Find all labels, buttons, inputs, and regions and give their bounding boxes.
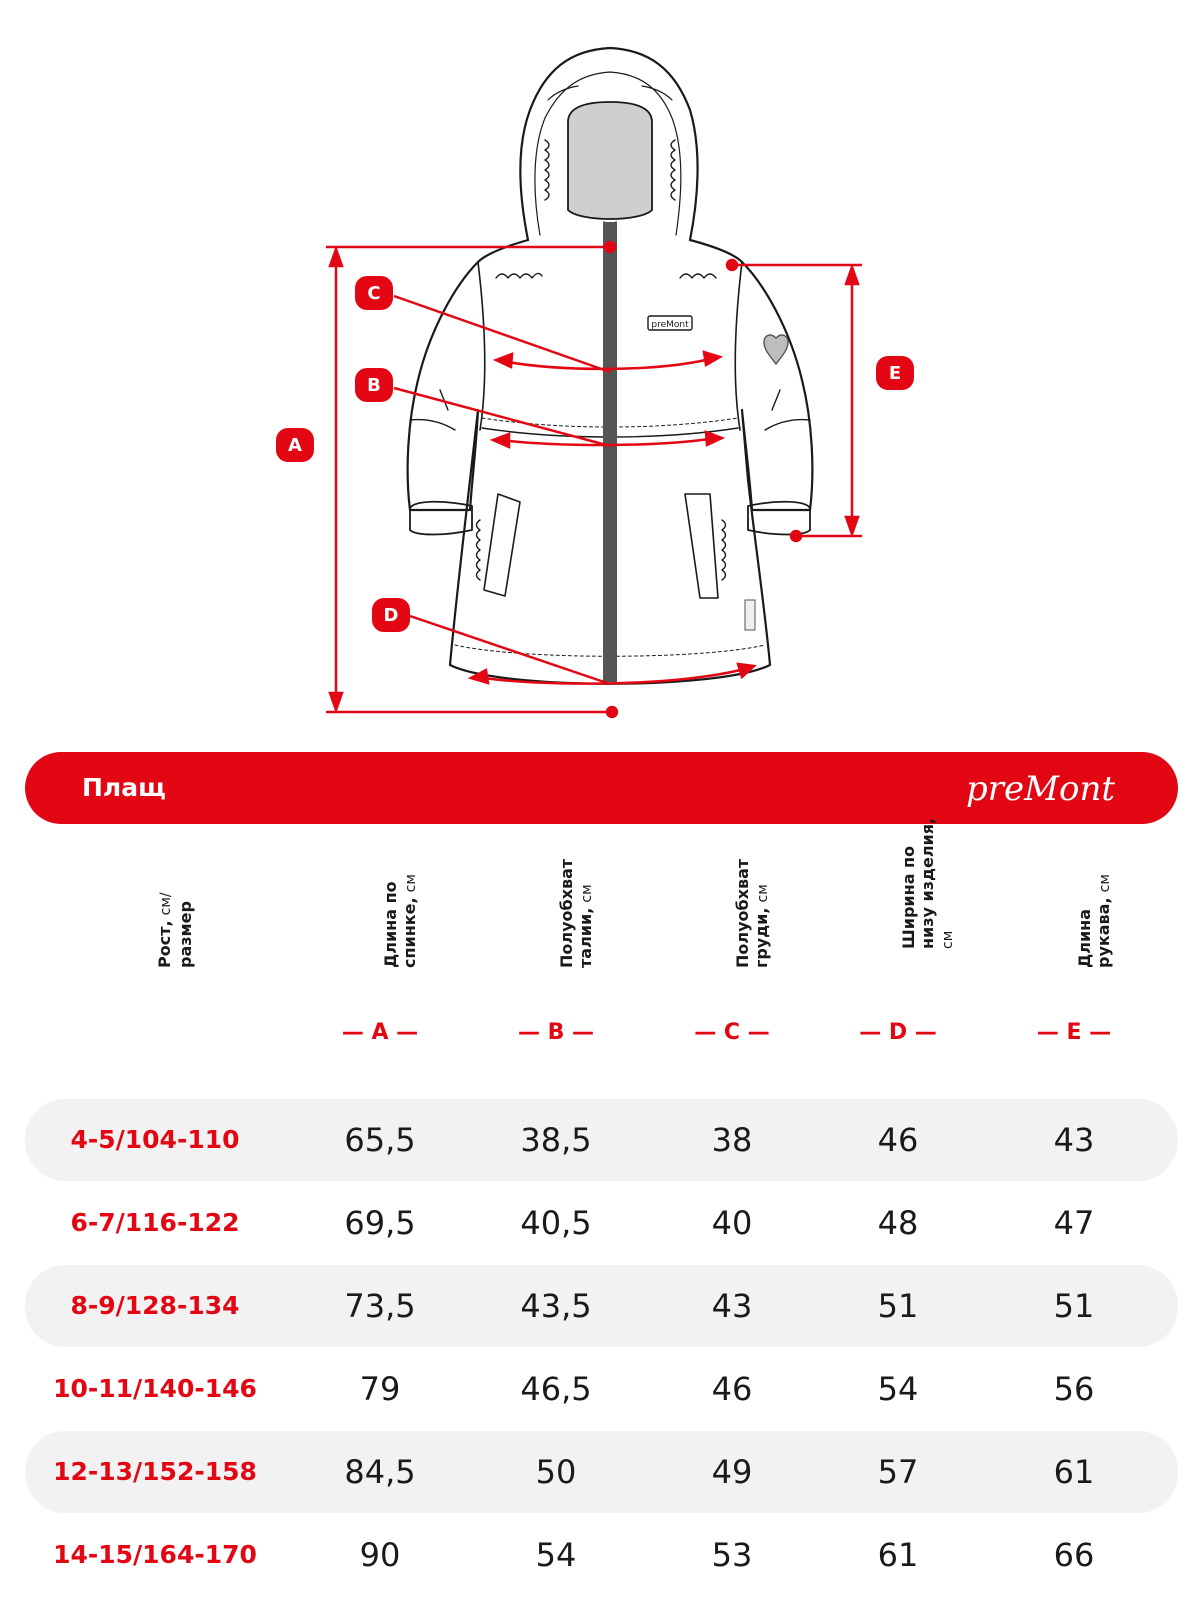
hood-lining xyxy=(568,102,652,219)
value-d: 54 xyxy=(877,1370,919,1408)
label-b: B xyxy=(367,375,381,396)
value-a: 90 xyxy=(359,1536,401,1574)
value-d: 51 xyxy=(877,1287,919,1325)
table-row xyxy=(25,1182,1178,1264)
value-a: 69,5 xyxy=(344,1204,416,1242)
table-row xyxy=(25,1265,1178,1347)
right-cuff xyxy=(748,502,810,535)
value-d: 46 xyxy=(877,1121,919,1159)
header-letter-c: — C — xyxy=(694,1020,770,1045)
header-chest: Полуобхват груди, см xyxy=(733,858,771,968)
value-e: 47 xyxy=(1053,1204,1095,1242)
value-c: 49 xyxy=(711,1453,753,1491)
value-c: 40 xyxy=(711,1204,753,1242)
size-cell: 4-5/104-110 xyxy=(70,1125,240,1154)
product-banner xyxy=(25,752,1178,824)
svg-text:preMont: preMont xyxy=(966,769,1115,809)
header-letter-b: — B — xyxy=(517,1020,595,1045)
header-letter-d: — D — xyxy=(859,1020,937,1045)
label-c: C xyxy=(367,283,381,304)
value-c: 53 xyxy=(711,1536,753,1574)
left-cuff xyxy=(410,502,472,535)
value-d: 61 xyxy=(877,1536,919,1574)
header-height: Рост, см/ размер xyxy=(155,892,195,968)
value-d: 57 xyxy=(877,1453,919,1491)
product-title: Плащ xyxy=(82,773,166,802)
value-b: 43,5 xyxy=(520,1287,592,1325)
value-a: 79 xyxy=(359,1370,401,1408)
header-waist: Полуобхват талии, см xyxy=(557,858,595,968)
value-e: 43 xyxy=(1053,1121,1095,1159)
value-e: 66 xyxy=(1053,1536,1095,1574)
table-row xyxy=(25,1348,1178,1430)
label-a: A xyxy=(288,435,302,456)
value-a: 73,5 xyxy=(344,1287,416,1325)
heart-icon xyxy=(764,335,788,364)
right-pocket xyxy=(685,494,718,598)
left-pocket xyxy=(484,494,520,596)
size-cell: 8-9/128-134 xyxy=(70,1291,240,1320)
value-b: 54 xyxy=(535,1536,577,1574)
value-e: 61 xyxy=(1053,1453,1095,1491)
size-cell: 6-7/116-122 xyxy=(70,1208,240,1237)
value-b: 50 xyxy=(535,1453,577,1491)
header-letter-a: — A — xyxy=(341,1020,419,1045)
header-back-length: Длина по спинке, см xyxy=(381,874,419,968)
value-c: 43 xyxy=(711,1287,753,1325)
garment-diagram xyxy=(0,0,1200,720)
garment-badge: preMont xyxy=(651,320,689,330)
value-b: 46,5 xyxy=(520,1370,592,1408)
header-sleeve: Длина рукава, см xyxy=(1075,874,1113,968)
header-hem-width: Ширина по низу изделия, см xyxy=(899,817,956,949)
size-cell: 10-11/140-146 xyxy=(53,1374,257,1403)
label-d: D xyxy=(383,605,399,626)
value-b: 40,5 xyxy=(520,1204,592,1242)
value-b: 38,5 xyxy=(520,1121,592,1159)
value-c: 38 xyxy=(711,1121,753,1159)
table-row xyxy=(25,1514,1178,1596)
value-a: 65,5 xyxy=(344,1121,416,1159)
brand-logo xyxy=(940,760,1120,816)
size-cell: 14-15/164-170 xyxy=(53,1540,257,1569)
value-c: 46 xyxy=(711,1370,753,1408)
value-e: 51 xyxy=(1053,1287,1095,1325)
table-row xyxy=(25,1099,1178,1181)
size-cell: 12-13/152-158 xyxy=(53,1457,257,1486)
label-e: E xyxy=(888,363,902,384)
value-e: 56 xyxy=(1053,1370,1095,1408)
value-a: 84,5 xyxy=(344,1453,416,1491)
header-letter-e: — E — xyxy=(1036,1020,1112,1045)
value-d: 48 xyxy=(877,1204,919,1242)
table-row xyxy=(25,1431,1178,1513)
